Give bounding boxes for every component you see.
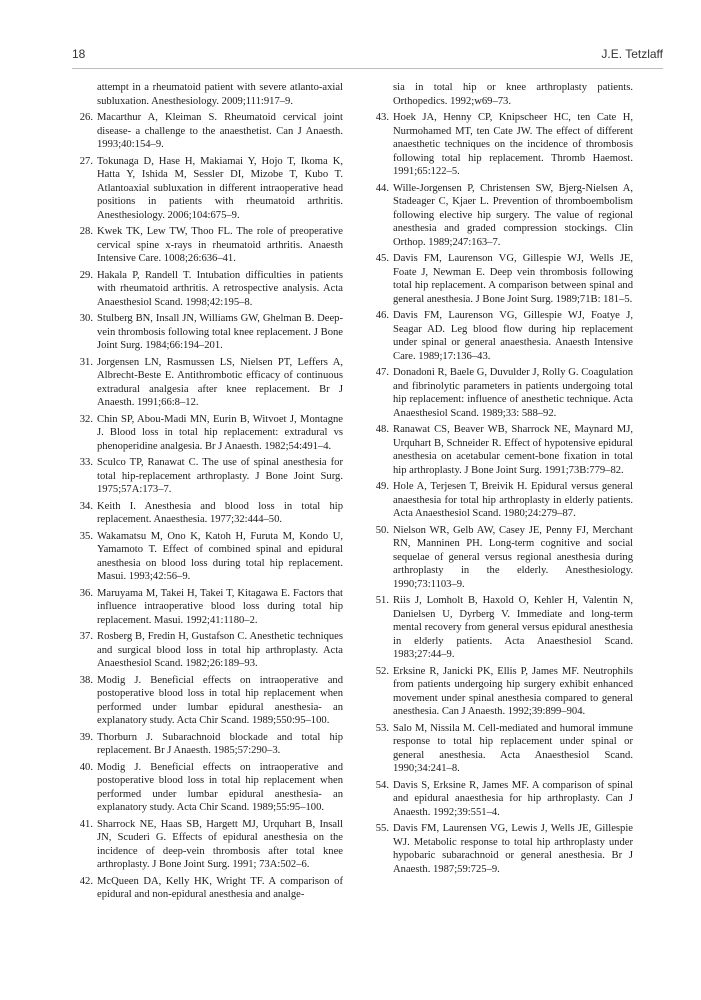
reference-number: 54. (375, 779, 389, 791)
reference-number: 52. (375, 665, 389, 677)
reference-entry (371, 480, 633, 521)
reference-entry (371, 111, 633, 179)
reference-number: 32. (79, 413, 93, 425)
reference-number: 33. (79, 457, 93, 468)
reference-text: Sculco TP, Ranawat C. The use of spinal anesthesia for total hip-replacement arthroplasty. J Bone Joint Surg. 1975;57A:173–7. (97, 457, 343, 495)
reference-entry (371, 722, 633, 776)
reference-text: Nielson WR, Gelb AW, Casey JE, Penny FJ, Merchant RN, Manninen PH. Long-term cognitive and social sequelae of general versus regional anesthesia during arthroplasty in the elderly. Anesthesiology. 1990;73:1103–9. (393, 524, 633, 590)
reference-entry (75, 500, 343, 527)
reference-text: Hole A, Terjesen T, Breivik H. Epidural versus general anaesthesia for total hip arthroplasty in elderly patients. Acta Anaesthesiol Scand. 1980;24:279–87. (393, 481, 633, 519)
reference-number: 28. (79, 226, 93, 237)
reference-entry (371, 252, 633, 306)
reference-entry (75, 761, 343, 815)
reference-entry (75, 456, 343, 497)
reference-text: Macarthur A, Kleiman S. Rheumatoid cervical joint disease- a challenge to the anaesthetist. Can J Anaesth. 1993;40:154–9. (97, 112, 343, 150)
reference-text: Wakamatsu M, Ono K, Katoh H, Furuta M, Kondo U, Yamamoto T. Effect of combined spinal and epidural anesthesia on blood loss during total hip replacement. Masui. 1993;42:56–9. (97, 530, 343, 582)
reference-text: Keith I. Anesthesia and blood loss in total hip replacement. Anaesthesia. 1977;32:444–50. (97, 500, 343, 525)
reference-entry (75, 630, 343, 671)
reference-list-left (75, 111, 343, 902)
reference-column-right (371, 81, 633, 879)
reference-text: Davis S, Erksine R, James MF. A comparison of spinal and epidural anaesthesia for hip arthroplasty. Can J Anaesth. 1992;39:551–4. (393, 779, 633, 818)
reference-text: Salo M, Nissila M. Cell-mediated and humoral immune response to total hip replacement under spinal or general anesthesia. Acta Anaesthesiol Scand. 1990;34:241–8. (393, 722, 633, 774)
reference-text: Davis FM, Laurensen VG, Lewis J, Wells JE, Gillespie WJ. Metabolic response to total hip arthroplasty under hypobaric subarachnoid or general anesthesia. Br J Anaesth. 1987;59:725–9. (393, 823, 633, 875)
reference-entry (371, 665, 633, 719)
reference-entry (75, 731, 343, 758)
reference-entry (75, 587, 343, 628)
reference-text: Riis J, Lomholt B, Haxold O, Kehler H, Valentin N, Danielsen U, Dyrberg V. Immediate and long-term mental recovery from general versus epidural anesthesia in elderly patients. Acta Anaesthesiol Scand. 1983;27:44–9. (393, 595, 633, 660)
reference-entry (75, 875, 343, 902)
reference-number: 43. (375, 112, 389, 123)
reference-entry (75, 225, 343, 266)
reference-text: Hakala P, Randell T. Intubation difficulties in patients with rheumatoid arthritis. A retrospective analysis. Acta Anaesthesiol Scand. 1998;42:195–8. (97, 269, 343, 308)
reference-number: 36. (79, 587, 93, 599)
reference-text: McQueen DA, Kelly HK, Wright TF. A comparison of epidural and non-epidural anesthesia and analge- (97, 875, 343, 900)
reference-number: 41. (79, 818, 93, 830)
reference-number: 48. (375, 424, 389, 435)
reference-entry (371, 779, 633, 820)
reference-entry (75, 413, 343, 454)
running-head-author: J.E. Tetzlaff (601, 47, 663, 61)
reference-list-right (371, 111, 633, 876)
reference-column-left (75, 81, 343, 905)
reference-number: 50. (375, 524, 389, 536)
reference-entry (371, 182, 633, 250)
reference-text: Modig J. Beneficial effects on intraoperative and postoperative blood loss in total hip replacement when performed under lumbar epidural anesthesia- an explanatory study. Acta Chir Scand. 1989;55:95–100. (97, 761, 343, 813)
reference-number: 47. (375, 367, 389, 378)
reference-number: 53. (375, 722, 389, 734)
reference-entry (371, 594, 633, 662)
reference-number: 29. (79, 269, 93, 281)
reference-entry (75, 356, 343, 410)
reference-entry (371, 524, 633, 592)
page-number: 18 (72, 47, 86, 61)
reference-number: 30. (79, 313, 93, 324)
reference-text: Thorburn J. Subarachnoid blockade and total hip replacement. Br J Anaesth. 1985;57:290–3. (97, 731, 343, 756)
reference-text: Sharrock NE, Haas SB, Hargett MJ, Urquhart B, Insall JN, Scuderi G. Effects of epidural anesthesia on the incidence of deep-vein thrombosis after total knee arthroplasty. J Bone Joint Surg. 1991; 73A:502–6. (97, 818, 343, 870)
reference-number: 45. (375, 253, 389, 264)
reference-continuation: sia in total hip or knee arthroplasty patients. Orthopedics. 1992;w69–73. (393, 82, 633, 107)
reference-number: 51. (375, 595, 389, 606)
header-rule (72, 68, 663, 69)
reference-number: 37. (79, 631, 93, 642)
reference-number: 46. (375, 310, 389, 321)
reference-entry (75, 111, 343, 152)
reference-entry (75, 269, 343, 310)
reference-entry (75, 674, 343, 728)
page-header (40, 47, 663, 63)
reference-text: Davis FM, Laurenson VG, Gillespie WJ, Wells JE, Foate J, Newman E. Deep vein thrombosis following total hip replacement. A comparison between spinal and general anesthesia. J Bone Joint Surg. 1989;71B: 181–5. (393, 253, 633, 305)
reference-number: 34. (79, 500, 93, 512)
reference-text: Ranawat CS, Beaver WB, Sharrock NE, Maynard MJ, Urquhart B, Schneider R. Effect of hypotensive epidural anesthesia on acetabular cement-bone fixation in total hip arthroplasty. J Bone Joint Surg. 1991;73B:779–82. (393, 424, 633, 476)
reference-text: Donadoni R, Baele G, Duvulder J, Rolly G. Coagulation and fibrinolytic parameters in patients undergoing total hip replacement: influence of anesthetic technique. Acta Anaesthesiol Scand. 1989;33: 588–92. (393, 367, 633, 419)
reference-entry (371, 822, 633, 876)
reference-number: 38. (79, 674, 93, 686)
reference-continuation: attempt in a rheumatoid patient with severe atlanto-axial subluxation. Anesthesiology. 2009;111:917–9. (97, 82, 343, 107)
reference-entry (371, 366, 633, 420)
reference-entry (371, 309, 633, 363)
reference-text: Hoek JA, Henny CP, Knipscheer HC, ten Cate H, Nurmohamed MT, ten Cate JW. The effect of different anaesthetic techniques on the incidence of thrombosis following total hip replacement. Thromb Haemost. 1991;65:122–5. (393, 112, 633, 177)
reference-text: Modig J. Beneficial effects on intraoperative and postoperative blood loss in total hip replacement when performed under lumbar epidural anesthesia- an explanatory study. Acta Chir Scand. 1989;550:95–100. (97, 674, 343, 726)
reference-text: Chin SP, Abou-Madi MN, Eurin B, Witvoet J, Montagne J. Blood loss in total hip replacement: extradural vs phenoperidine analgesia. Br J Anaesth. 1982;54:491–4. (97, 413, 343, 452)
reference-text: Jorgensen LN, Rasmussen LS, Nielsen PT, Leffers A, Albrecht-Beste E. Antithrombotic efficacy of continuous extradural analgesia after knee replacement. Br J Anaesth. 1991;66:8–12. (97, 356, 343, 408)
reference-text: Maruyama M, Takei H, Takei T, Kitagawa E. Factors that influence intraoperative blood loss during total hip replacement. Masui. 1992;41:1180–2. (97, 587, 343, 626)
reference-number: 35. (79, 530, 93, 542)
reference-number: 40. (79, 761, 93, 773)
reference-number: 27. (79, 155, 93, 167)
reference-text: Kwek TK, Lew TW, Thoo FL. The role of preoperative cervical spine x-rays in rheumatoid arthritis. Anaesth Intensive Care. 1008;26:636–41. (97, 226, 343, 264)
reference-entry (75, 312, 343, 353)
reference-number: 44. (375, 182, 389, 194)
reference-number: 39. (79, 731, 93, 743)
reference-entry (75, 818, 343, 872)
reference-number: 31. (79, 356, 93, 368)
reference-text: Rosberg B, Fredin H, Gustafson C. Anesthetic techniques and surgical blood loss in total hip arthroplasty. Acta Anaesthesiol Scand. 1982;26:189–93. (97, 631, 343, 669)
reference-number: 42. (79, 875, 93, 887)
reference-entry (75, 155, 343, 223)
reference-text: Wille-Jorgensen P, Christensen SW, Bjerg-Nielsen A, Stadeager C, Kjaer L. Prevention of thromboembolism following elective hip surgery. The value of regional anesthesia and graded compression stockings. Clin Orthop. 1989;247:163–7. (393, 182, 633, 248)
reference-text: Tokunaga D, Hase H, Makiamai Y, Hojo T, Ikoma K, Hatta Y, Ishida M, Sessler DI, Mizobe T, Kubo T. Atlantoaxial subluxation in different intraoperative head positions in patients with rheumatoid arthritis. Anesthesiology. 2006;104:675–9. (97, 155, 343, 221)
reference-number: 49. (375, 481, 389, 492)
reference-number: 26. (79, 112, 93, 123)
reference-text: Stulberg BN, Insall JN, Williams GW, Ghelman B. Deep-vein thrombosis following total knee replacement. J Bone Joint Surg. 1984;66:194–201. (97, 313, 343, 351)
reference-text: Erksine R, Janicki PK, Ellis P, James MF. Neutrophils from patients undergoing hip surgery exhibit enhanced movement under spinal anesthesia compared to general anesthesia. Can J Anaesth. 1992;39:899–904. (393, 665, 633, 717)
reference-text: Davis FM, Laurenson VG, Gillespie WJ, Foatye J, Seagar AD. Leg blood flow during hip replacement under spinal or general anaesthesia. Anaesth Intensive Care. 1989;17:136–43. (393, 310, 633, 362)
reference-number: 55. (375, 823, 389, 834)
reference-entry (75, 530, 343, 584)
reference-entry (371, 423, 633, 477)
